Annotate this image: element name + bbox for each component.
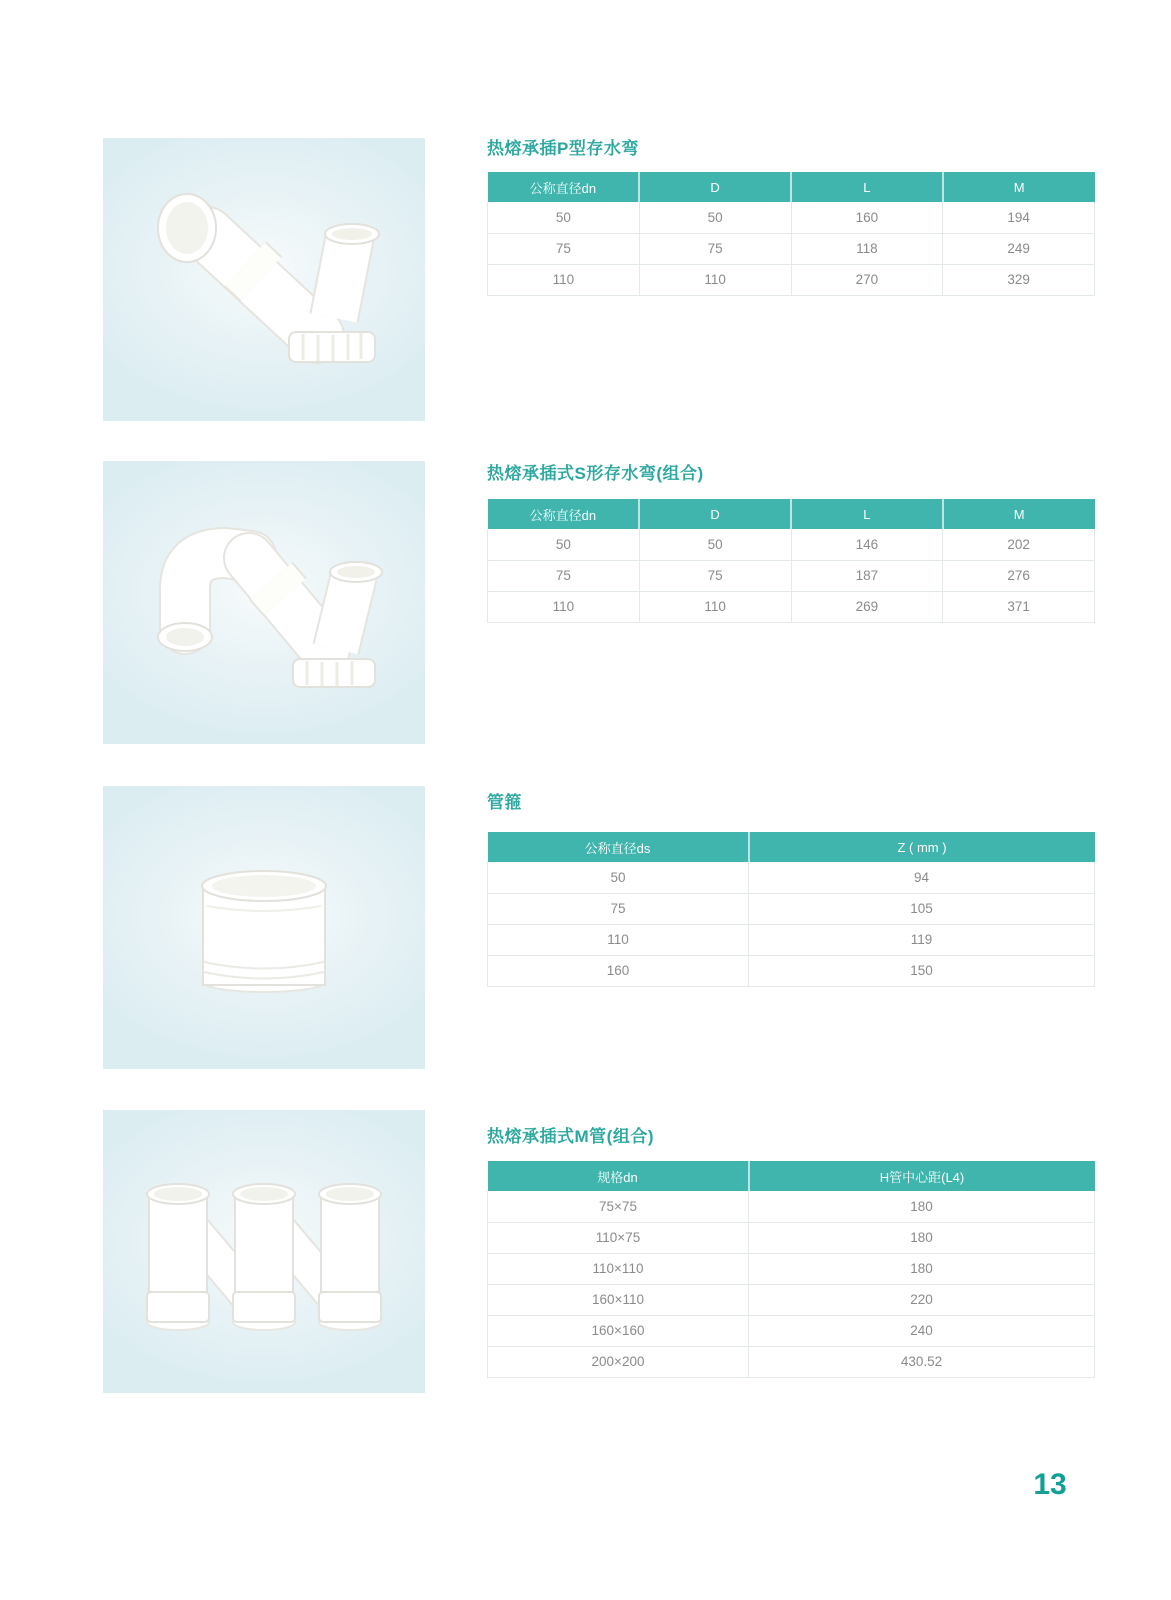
column-header: 公称直径ds [488, 832, 749, 862]
column-header: L [791, 172, 943, 202]
table-cell: 110×110 [488, 1253, 749, 1284]
column-header: 公称直径dn [488, 172, 640, 202]
product-image-panel [103, 138, 425, 421]
table-cell: 194 [943, 202, 1095, 233]
section-title: 热熔承插式S形存水弯(组合) [487, 464, 704, 483]
table-header-row [488, 172, 1095, 202]
table-cell: 110 [639, 591, 791, 622]
column-header: L [791, 499, 943, 529]
column-header: M [943, 172, 1095, 202]
product-image-panel [103, 786, 425, 1069]
table-header-row [488, 832, 1095, 862]
table-row [488, 1346, 1095, 1377]
table-cell: 160×160 [488, 1315, 749, 1346]
table-row [488, 862, 1095, 893]
table-row [488, 924, 1095, 955]
spec-table [487, 172, 1095, 296]
m-pipe-product-image [103, 1110, 425, 1393]
table-cell: 110 [488, 924, 749, 955]
table-cell: 269 [791, 591, 943, 622]
table-row [488, 264, 1095, 295]
table-cell: 50 [488, 529, 640, 560]
s-trap-product-image [103, 461, 425, 744]
column-header: H管中心距(L4) [749, 1161, 1095, 1191]
table-cell: 160 [791, 202, 943, 233]
table-cell: 50 [639, 202, 791, 233]
table-cell: 202 [943, 529, 1095, 560]
table-cell: 110 [488, 591, 640, 622]
table-row [488, 893, 1095, 924]
table-cell: 110 [488, 264, 640, 295]
table-row [488, 1191, 1095, 1222]
spec-table [487, 1161, 1095, 1378]
table-cell: 75×75 [488, 1191, 749, 1222]
table-cell: 50 [488, 202, 640, 233]
table-cell: 160 [488, 955, 749, 986]
table-cell: 75 [639, 233, 791, 264]
table-cell: 430.52 [749, 1346, 1095, 1377]
column-header: 公称直径dn [488, 499, 640, 529]
product-image-panel [103, 461, 425, 744]
column-header: M [943, 499, 1095, 529]
table-cell: 94 [749, 862, 1095, 893]
p-trap-product-image [103, 138, 425, 421]
section-title: 管箍 [487, 793, 522, 812]
table-cell: 187 [791, 560, 943, 591]
table-cell: 105 [749, 893, 1095, 924]
table-cell: 329 [943, 264, 1095, 295]
table-row [488, 529, 1095, 560]
table-cell: 180 [749, 1191, 1095, 1222]
table-cell: 200×200 [488, 1346, 749, 1377]
product-image-panel [103, 1110, 425, 1393]
table-cell: 110 [639, 264, 791, 295]
table-header-row [488, 499, 1095, 529]
column-header: 规格dn [488, 1161, 749, 1191]
table-row [488, 591, 1095, 622]
table-row [488, 1222, 1095, 1253]
section-title: 热熔承插P型存水弯 [487, 139, 639, 158]
column-header: D [639, 172, 791, 202]
table-cell: 270 [791, 264, 943, 295]
table-cell: 75 [488, 560, 640, 591]
table-row [488, 233, 1095, 264]
table-cell: 110×75 [488, 1222, 749, 1253]
table-row [488, 560, 1095, 591]
table-row [488, 1284, 1095, 1315]
table-cell: 180 [749, 1222, 1095, 1253]
table-cell: 146 [791, 529, 943, 560]
table-row [488, 955, 1095, 986]
table-row [488, 202, 1095, 233]
column-header: D [639, 499, 791, 529]
table-cell: 160×110 [488, 1284, 749, 1315]
page-number: 13 [1033, 1468, 1067, 1501]
pipe-coupling-product-image [103, 786, 425, 1069]
column-header: Z ( mm ) [749, 832, 1095, 862]
spec-table [487, 832, 1095, 987]
table-cell: 240 [749, 1315, 1095, 1346]
table-cell: 50 [639, 529, 791, 560]
table-cell: 118 [791, 233, 943, 264]
table-cell: 75 [488, 233, 640, 264]
table-cell: 75 [488, 893, 749, 924]
table-header-row [488, 1161, 1095, 1191]
table-row [488, 1315, 1095, 1346]
table-cell: 276 [943, 560, 1095, 591]
table-cell: 75 [639, 560, 791, 591]
table-cell: 249 [943, 233, 1095, 264]
table-cell: 119 [749, 924, 1095, 955]
table-cell: 180 [749, 1253, 1095, 1284]
spec-table [487, 499, 1095, 623]
table-cell: 50 [488, 862, 749, 893]
section-title: 热熔承插式M管(组合) [487, 1127, 654, 1146]
table-cell: 220 [749, 1284, 1095, 1315]
table-cell: 150 [749, 955, 1095, 986]
table-cell: 371 [943, 591, 1095, 622]
table-row [488, 1253, 1095, 1284]
